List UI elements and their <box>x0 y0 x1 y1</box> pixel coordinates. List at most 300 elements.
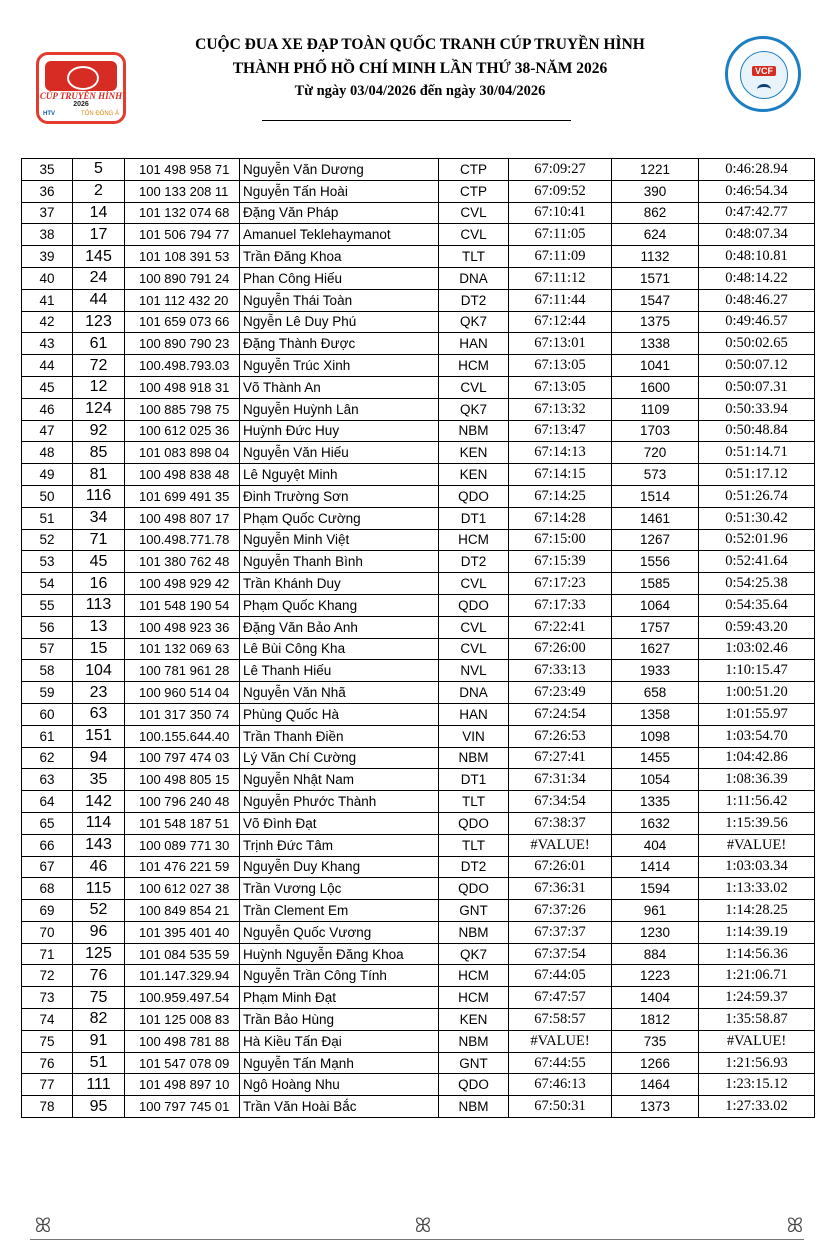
total-time-cell: 67:22:41 <box>509 616 612 638</box>
table-row <box>22 682 815 704</box>
team-cell: CVL <box>439 616 509 638</box>
rank-cell: 59 <box>22 682 73 704</box>
table-row <box>22 485 815 507</box>
team-cell: HCM <box>439 529 509 551</box>
time-gap-cell: 0:50:33.94 <box>699 398 815 420</box>
time-gap-cell: #VALUE! <box>699 834 815 856</box>
rank-cell: 38 <box>22 224 73 246</box>
team-cell: QDO <box>439 594 509 616</box>
time-gap-cell: #VALUE! <box>699 1030 815 1052</box>
table-row <box>22 529 815 551</box>
table-row <box>22 159 815 181</box>
rank-cell: 48 <box>22 442 73 464</box>
table-row <box>22 333 815 355</box>
rider-name-cell: Amanuel Teklehaymanot <box>240 224 439 246</box>
total-time-cell: 67:11:44 <box>509 289 612 311</box>
bib-cell: 17 <box>73 224 125 246</box>
points-cell: 735 <box>612 1030 699 1052</box>
points-cell: 1335 <box>612 791 699 813</box>
team-cell: QDO <box>439 812 509 834</box>
points-cell: 1585 <box>612 573 699 595</box>
rank-cell: 53 <box>22 551 73 573</box>
rider-name-cell: Phan Công Hiếu <box>240 267 439 289</box>
uci-id-cell: 101 132 069 63 <box>125 638 240 660</box>
table-row <box>22 551 815 573</box>
points-cell: 1373 <box>612 1096 699 1118</box>
points-cell: 1054 <box>612 769 699 791</box>
points-cell: 1064 <box>612 594 699 616</box>
time-gap-cell: 0:50:07.31 <box>699 376 815 398</box>
team-cell: HCM <box>439 965 509 987</box>
team-cell: QDO <box>439 1074 509 1096</box>
team-cell: NBM <box>439 747 509 769</box>
table-row <box>22 921 815 943</box>
htv-logo: HTV <box>43 111 55 117</box>
rank-cell: 44 <box>22 355 73 377</box>
rank-cell: 51 <box>22 507 73 529</box>
points-cell: 1464 <box>612 1074 699 1096</box>
rider-name-cell: Nguyễn Huỳnh Lân <box>240 398 439 420</box>
total-time-cell: 67:23:49 <box>509 682 612 704</box>
points-cell: 1547 <box>612 289 699 311</box>
time-gap-cell: 1:21:56.93 <box>699 1052 815 1074</box>
rider-name-cell: Huỳnh Nguyễn Đăng Khoa <box>240 943 439 965</box>
total-time-cell: #VALUE! <box>509 1030 612 1052</box>
time-gap-cell: 1:14:28.25 <box>699 900 815 922</box>
team-cell: KEN <box>439 442 509 464</box>
bib-cell: 23 <box>73 682 125 704</box>
rider-name-cell: Lê Bùi Công Kha <box>240 638 439 660</box>
rank-cell: 65 <box>22 812 73 834</box>
rank-cell: 66 <box>22 834 73 856</box>
uci-id-cell: 100 797 474 03 <box>125 747 240 769</box>
uci-id-cell: 100.498.793.03 <box>125 355 240 377</box>
bib-cell: 114 <box>73 812 125 834</box>
total-time-cell: #VALUE! <box>509 834 612 856</box>
table-row <box>22 355 815 377</box>
uci-id-cell: 100 498 807 17 <box>125 507 240 529</box>
table-row <box>22 1030 815 1052</box>
time-gap-cell: 1:03:02.46 <box>699 638 815 660</box>
rank-cell: 56 <box>22 616 73 638</box>
table-row <box>22 442 815 464</box>
uci-id-cell: 100 498 918 31 <box>125 376 240 398</box>
rider-name-cell: Đặng Thành Được <box>240 333 439 355</box>
total-time-cell: 67:34:54 <box>509 791 612 813</box>
rider-name-cell: Võ Thành An <box>240 376 439 398</box>
rank-cell: 69 <box>22 900 73 922</box>
total-time-cell: 67:11:12 <box>509 267 612 289</box>
rider-name-cell: Trần Văn Hoài Bắc <box>240 1096 439 1118</box>
total-time-cell: 67:26:53 <box>509 725 612 747</box>
table-row <box>22 202 815 224</box>
bib-cell: 85 <box>73 442 125 464</box>
team-cell: GNT <box>439 1052 509 1074</box>
time-gap-cell: 1:35:58.87 <box>699 1009 815 1031</box>
rank-cell: 67 <box>22 856 73 878</box>
points-cell: 1267 <box>612 529 699 551</box>
bib-cell: 63 <box>73 703 125 725</box>
total-time-cell: 67:26:01 <box>509 856 612 878</box>
time-gap-cell: 0:50:07.12 <box>699 355 815 377</box>
rank-cell: 37 <box>22 202 73 224</box>
time-gap-cell: 1:27:33.02 <box>699 1096 815 1118</box>
team-cell: QK7 <box>439 398 509 420</box>
rider-name-cell: Phạm Minh Đạt <box>240 987 439 1009</box>
uci-id-cell: 101 132 074 68 <box>125 202 240 224</box>
bib-cell: 124 <box>73 398 125 420</box>
table-row <box>22 507 815 529</box>
points-cell: 1757 <box>612 616 699 638</box>
uci-id-cell: 101 112 432 20 <box>125 289 240 311</box>
bib-cell: 12 <box>73 376 125 398</box>
rank-cell: 40 <box>22 267 73 289</box>
rider-name-cell: Nguyễn Nhật Nam <box>240 769 439 791</box>
team-cell: TLT <box>439 834 509 856</box>
uci-id-cell: 100.959.497.54 <box>125 987 240 1009</box>
total-time-cell: 67:13:32 <box>509 398 612 420</box>
team-cell: QK7 <box>439 311 509 333</box>
rider-name-cell: Hà Kiều Tấn Đại <box>240 1030 439 1052</box>
time-gap-cell: 0:51:14.71 <box>699 442 815 464</box>
points-cell: 1627 <box>612 638 699 660</box>
bib-cell: 44 <box>73 289 125 311</box>
rider-name-cell: Trần Bảo Hùng <box>240 1009 439 1031</box>
page-title-line1: CUỘC ĐUA XE ĐẠP TOÀN QUỐC TRANH CÚP TRUYỀN HÌNH <box>195 36 645 53</box>
total-time-cell: 67:13:47 <box>509 420 612 442</box>
page-title-line2: THÀNH PHỐ HỒ CHÍ MINH LẦN THỨ 38-NĂM 2026 <box>232 60 608 77</box>
time-gap-cell: 1:08:36.39 <box>699 769 815 791</box>
points-cell: 1338 <box>612 333 699 355</box>
rank-cell: 54 <box>22 573 73 595</box>
rank-cell: 41 <box>22 289 73 311</box>
points-cell: 1223 <box>612 965 699 987</box>
table-row <box>22 616 815 638</box>
time-gap-cell: 0:48:07.34 <box>699 224 815 246</box>
total-time-cell: 67:09:52 <box>509 180 612 202</box>
table-row <box>22 573 815 595</box>
rider-name-cell: Võ Đình Đạt <box>240 812 439 834</box>
total-time-cell: 67:15:39 <box>509 551 612 573</box>
time-gap-cell: 0:48:10.81 <box>699 246 815 268</box>
rider-name-cell: Lê Thanh Hiếu <box>240 660 439 682</box>
points-cell: 1414 <box>612 856 699 878</box>
table-row <box>22 1074 815 1096</box>
points-cell: 1556 <box>612 551 699 573</box>
table-row <box>22 834 815 856</box>
table-row <box>22 791 815 813</box>
team-cell: DT1 <box>439 507 509 529</box>
total-time-cell: 67:11:09 <box>509 246 612 268</box>
cyclist-watermark-icon: ꕤ <box>786 1213 804 1237</box>
rank-cell: 77 <box>22 1074 73 1096</box>
rank-cell: 71 <box>22 943 73 965</box>
rider-name-cell: Phạm Quốc Khang <box>240 594 439 616</box>
total-time-cell: 67:37:37 <box>509 921 612 943</box>
rider-name-cell: Nguyễn Minh Việt <box>240 529 439 551</box>
time-gap-cell: 0:48:46.27 <box>699 289 815 311</box>
points-cell: 884 <box>612 943 699 965</box>
time-gap-cell: 0:46:28.94 <box>699 159 815 181</box>
uci-id-cell: 100.498.771.78 <box>125 529 240 551</box>
uci-id-cell: 100 089 771 30 <box>125 834 240 856</box>
bib-cell: 145 <box>73 246 125 268</box>
rank-cell: 68 <box>22 878 73 900</box>
table-row <box>22 180 815 202</box>
rider-name-cell: Đặng Văn Pháp <box>240 202 439 224</box>
table-row <box>22 464 815 486</box>
team-cell: NBM <box>439 1030 509 1052</box>
bib-cell: 104 <box>73 660 125 682</box>
table-row <box>22 725 815 747</box>
team-cell: DT2 <box>439 856 509 878</box>
rider-name-cell: Ngyễn Lê Duy Phú <box>240 311 439 333</box>
points-cell: 1514 <box>612 485 699 507</box>
table-row <box>22 289 815 311</box>
points-cell: 1098 <box>612 725 699 747</box>
rider-name-cell: Nguyễn Duy Khang <box>240 856 439 878</box>
rank-cell: 43 <box>22 333 73 355</box>
time-gap-cell: 0:52:41.64 <box>699 551 815 573</box>
team-cell: QDO <box>439 878 509 900</box>
bib-cell: 115 <box>73 878 125 900</box>
time-gap-cell: 1:23:15.12 <box>699 1074 815 1096</box>
total-time-cell: 67:17:33 <box>509 594 612 616</box>
total-time-cell: 67:14:15 <box>509 464 612 486</box>
bib-cell: 143 <box>73 834 125 856</box>
uci-id-cell: 101 498 897 10 <box>125 1074 240 1096</box>
points-cell: 862 <box>612 202 699 224</box>
rank-cell: 39 <box>22 246 73 268</box>
uci-id-cell: 100.155.644.40 <box>125 725 240 747</box>
team-cell: CVL <box>439 638 509 660</box>
rank-cell: 64 <box>22 791 73 813</box>
bib-cell: 2 <box>73 180 125 202</box>
rider-name-cell: Nguyễn Thanh Bình <box>240 551 439 573</box>
bib-cell: 111 <box>73 1074 125 1096</box>
time-gap-cell: 0:48:14.22 <box>699 267 815 289</box>
uci-id-cell: 101 108 391 53 <box>125 246 240 268</box>
team-cell: GNT <box>439 900 509 922</box>
rank-cell: 52 <box>22 529 73 551</box>
uci-id-cell: 101 548 187 51 <box>125 812 240 834</box>
total-time-cell: 67:13:05 <box>509 355 612 377</box>
rider-name-cell: Nguyễn Văn Hiếu <box>240 442 439 464</box>
rank-cell: 62 <box>22 747 73 769</box>
bib-cell: 14 <box>73 202 125 224</box>
uci-id-cell: 101 498 958 71 <box>125 159 240 181</box>
team-cell: QDO <box>439 485 509 507</box>
total-time-cell: 67:14:25 <box>509 485 612 507</box>
total-time-cell: 67:33:13 <box>509 660 612 682</box>
uci-id-cell: 100 960 514 04 <box>125 682 240 704</box>
table-row <box>22 1052 815 1074</box>
rider-name-cell: Lý Văn Chí Cường <box>240 747 439 769</box>
team-cell: HCM <box>439 987 509 1009</box>
uci-id-cell: 100 498 805 15 <box>125 769 240 791</box>
team-cell: TLT <box>439 246 509 268</box>
table-row <box>22 943 815 965</box>
uci-id-cell: 101 380 762 48 <box>125 551 240 573</box>
table-row <box>22 224 815 246</box>
uci-id-cell: 100 612 025 36 <box>125 420 240 442</box>
total-time-cell: 67:15:00 <box>509 529 612 551</box>
rider-icon <box>757 84 771 95</box>
rider-name-cell: Phùng Quốc Hà <box>240 703 439 725</box>
vcf-emblem-icon <box>740 51 788 99</box>
time-gap-cell: 0:47:42.77 <box>699 202 815 224</box>
rider-name-cell: Nguyễn Phước Thành <box>240 791 439 813</box>
uci-id-cell: 100 890 791 24 <box>125 267 240 289</box>
rank-cell: 60 <box>22 703 73 725</box>
results-table <box>21 158 815 1118</box>
bib-cell: 46 <box>73 856 125 878</box>
results-table-body <box>22 159 815 1118</box>
team-cell: NBM <box>439 1096 509 1118</box>
uci-id-cell: 101 506 794 77 <box>125 224 240 246</box>
rider-name-cell: Trần Khánh Duy <box>240 573 439 595</box>
team-cell: NVL <box>439 660 509 682</box>
team-cell: HCM <box>439 355 509 377</box>
uci-id-cell: 100 797 745 01 <box>125 1096 240 1118</box>
total-time-cell: 67:11:05 <box>509 224 612 246</box>
total-time-cell: 67:17:23 <box>509 573 612 595</box>
bib-cell: 35 <box>73 769 125 791</box>
rank-cell: 73 <box>22 987 73 1009</box>
total-time-cell: 67:36:31 <box>509 878 612 900</box>
time-gap-cell: 0:59:43.20 <box>699 616 815 638</box>
time-gap-cell: 0:50:02.65 <box>699 333 815 355</box>
total-time-cell: 67:13:01 <box>509 333 612 355</box>
rank-cell: 72 <box>22 965 73 987</box>
total-time-cell: 67:44:55 <box>509 1052 612 1074</box>
rank-cell: 70 <box>22 921 73 943</box>
time-gap-cell: 1:00:51.20 <box>699 682 815 704</box>
bib-cell: 5 <box>73 159 125 181</box>
rank-cell: 35 <box>22 159 73 181</box>
team-cell: TLT <box>439 791 509 813</box>
total-time-cell: 67:26:00 <box>509 638 612 660</box>
uci-id-cell: 100 796 240 48 <box>125 791 240 813</box>
uci-id-cell: 101.147.329.94 <box>125 965 240 987</box>
uci-id-cell: 101 548 190 54 <box>125 594 240 616</box>
rider-name-cell: Nguyễn Tấn Hoài <box>240 180 439 202</box>
rider-name-cell: Trần Thanh Điền <box>240 725 439 747</box>
points-cell: 1266 <box>612 1052 699 1074</box>
table-row <box>22 246 815 268</box>
time-gap-cell: 0:54:25.38 <box>699 573 815 595</box>
uci-id-cell: 100 498 781 88 <box>125 1030 240 1052</box>
team-cell: VIN <box>439 725 509 747</box>
rider-name-cell: Nguyễn Tấn Mạnh <box>240 1052 439 1074</box>
rider-name-cell: Đinh Trường Sơn <box>240 485 439 507</box>
cup-logo-text: CÚP TRUYỀN HÌNH <box>39 91 123 101</box>
points-cell: 720 <box>612 442 699 464</box>
cup-logo <box>36 52 126 124</box>
cup-logo-year: 2026 <box>73 101 89 108</box>
rank-cell: 63 <box>22 769 73 791</box>
rider-name-cell: Nguyễn Quốc Vương <box>240 921 439 943</box>
bib-cell: 81 <box>73 464 125 486</box>
uci-id-cell: 100 612 027 38 <box>125 878 240 900</box>
cyclist-watermark-icon: ꕤ <box>34 1213 52 1237</box>
time-gap-cell: 0:54:35.64 <box>699 594 815 616</box>
team-cell: NBM <box>439 921 509 943</box>
uci-id-cell: 101 125 008 83 <box>125 1009 240 1031</box>
bib-cell: 123 <box>73 311 125 333</box>
table-row <box>22 812 815 834</box>
points-cell: 1812 <box>612 1009 699 1031</box>
points-cell: 1109 <box>612 398 699 420</box>
team-cell: KEN <box>439 1009 509 1031</box>
page-date-range: Từ ngày 03/04/2026 đến ngày 30/04/2026 <box>294 83 546 99</box>
points-cell: 1600 <box>612 376 699 398</box>
table-row <box>22 1096 815 1118</box>
rank-cell: 47 <box>22 420 73 442</box>
rider-name-cell: Nguyễn Trần Công Tính <box>240 965 439 987</box>
sponsor-strip <box>43 110 119 119</box>
table-row <box>22 311 815 333</box>
points-cell: 1461 <box>612 507 699 529</box>
rider-name-cell: Trần Clement Em <box>240 900 439 922</box>
table-row <box>22 398 815 420</box>
rider-name-cell: Nguyễn Thái Toàn <box>240 289 439 311</box>
points-cell: 1221 <box>612 159 699 181</box>
uci-id-cell: 100 498 838 48 <box>125 464 240 486</box>
team-cell: DNA <box>439 267 509 289</box>
team-cell: NBM <box>439 420 509 442</box>
time-gap-cell: 0:50:48.84 <box>699 420 815 442</box>
points-cell: 1132 <box>612 246 699 268</box>
points-cell: 1230 <box>612 921 699 943</box>
points-cell: 1455 <box>612 747 699 769</box>
table-row <box>22 638 815 660</box>
rank-cell: 76 <box>22 1052 73 1074</box>
table-row <box>22 747 815 769</box>
table-row <box>22 267 815 289</box>
uci-id-cell: 100 885 798 75 <box>125 398 240 420</box>
points-cell: 1375 <box>612 311 699 333</box>
bib-cell: 13 <box>73 616 125 638</box>
rider-name-cell: Nguyễn Văn Nhã <box>240 682 439 704</box>
rank-cell: 74 <box>22 1009 73 1031</box>
bib-cell: 92 <box>73 420 125 442</box>
rank-cell: 45 <box>22 376 73 398</box>
table-row <box>22 703 815 725</box>
team-cell: CTP <box>439 180 509 202</box>
rank-cell: 61 <box>22 725 73 747</box>
rider-name-cell: Ngô Hoàng Nhu <box>240 1074 439 1096</box>
team-cell: CVL <box>439 202 509 224</box>
points-cell: 1041 <box>612 355 699 377</box>
time-gap-cell: 1:15:39.56 <box>699 812 815 834</box>
time-gap-cell: 0:51:26.74 <box>699 485 815 507</box>
uci-id-cell: 100 133 208 11 <box>125 180 240 202</box>
bib-cell: 116 <box>73 485 125 507</box>
time-gap-cell: 0:49:46.57 <box>699 311 815 333</box>
team-cell: DT1 <box>439 769 509 791</box>
total-time-cell: 67:31:34 <box>509 769 612 791</box>
rider-name-cell: Huỳnh Đức Huy <box>240 420 439 442</box>
total-time-cell: 67:13:05 <box>509 376 612 398</box>
vcf-logo-text: VCF <box>752 66 776 76</box>
footer-divider <box>30 1239 804 1240</box>
time-gap-cell: 0:46:54.34 <box>699 180 815 202</box>
uci-id-cell: 101 084 535 59 <box>125 943 240 965</box>
bib-cell: 151 <box>73 725 125 747</box>
cyclist-badge-icon <box>45 61 117 91</box>
team-cell: CVL <box>439 224 509 246</box>
